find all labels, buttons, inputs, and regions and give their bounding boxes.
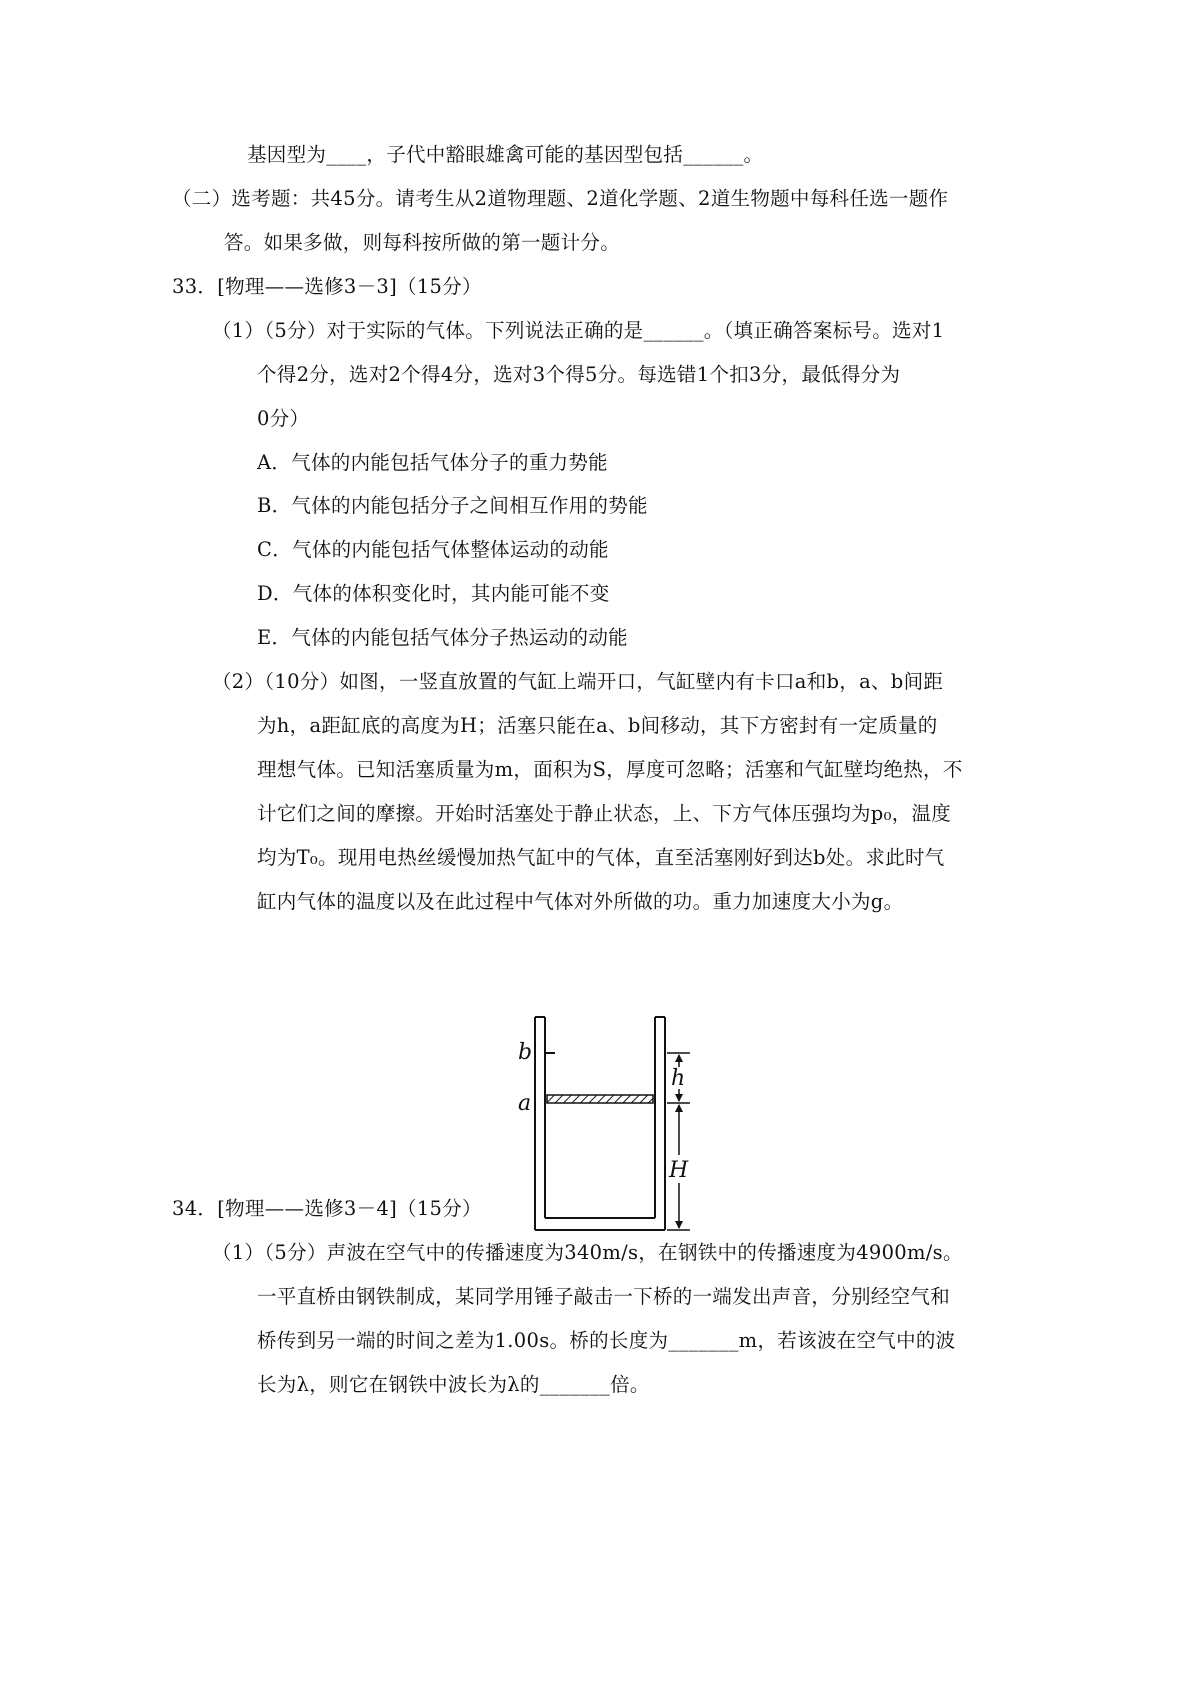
question-34-part1-line1: （1）（5分）声波在空气中的传播速度为340m/s，在钢铁中的传播速度为4900m/s。 xyxy=(212,1241,963,1264)
text-line-1: 基因型为____，子代中豁眼雄禽可能的基因型包括______。 xyxy=(247,143,764,166)
option-e: E．气体的内能包括气体分子热运动的动能 xyxy=(257,626,628,649)
option-a: A．气体的内能包括气体分子的重力势能 xyxy=(257,451,608,474)
question-34-part1-line4: 长为λ，则它在钢铁中波长为λ的_______倍。 xyxy=(257,1373,650,1396)
question-33-part2-line5: 均为T₀。现用电热丝缓慢加热气缸中的气体，直至活塞刚好到达b处。求此时气 xyxy=(257,846,945,869)
question-33-part1-line2: 个得2分，选对2个得4分，选对3个得5分。每选错1个扣3分，最低得分为 xyxy=(257,363,901,386)
question-33-part1-line3: 0分） xyxy=(257,407,310,430)
question-34-part1-line2: 一平直桥由钢铁制成，某同学用锤子敲击一下桥的一端发出声音，分别经空气和 xyxy=(257,1285,951,1308)
text-line-3: 答。如果多做，则每科按所做的第一题计分。 xyxy=(224,231,621,254)
question-33-part2-line1: （2）（10分）如图，一竖直放置的气缸上端开口，气缸壁内有卡口a和b，a、b间距 xyxy=(212,670,944,693)
label-b: b xyxy=(518,1040,533,1065)
piston xyxy=(547,1095,653,1103)
option-c: C．气体的内能包括气体整体运动的动能 xyxy=(257,538,609,561)
question-33-part2-line4: 计它们之间的摩擦。开始时活塞处于静止状态，上、下方气体压强均为p₀，温度 xyxy=(257,802,952,825)
option-d: D．气体的体积变化时，其内能可能不变 xyxy=(257,582,610,605)
question-33-part2-line3: 理想气体。已知活塞质量为m，面积为S，厚度可忽略；活塞和气缸壁均绝热，不 xyxy=(257,758,963,781)
dim-h-arrow-down xyxy=(675,1094,683,1102)
label-H: H xyxy=(669,1158,689,1183)
question-34-heading: 34．[物理——选修3－4]（15分） xyxy=(172,1197,482,1220)
label-h: h xyxy=(671,1066,686,1091)
option-b: B．气体的内能包括分子之间相互作用的势能 xyxy=(257,494,648,517)
cylinder-piston-diagram xyxy=(515,1015,740,1240)
dim-h-arrow-up xyxy=(675,1054,683,1062)
question-34-part1-line3: 桥传到另一端的时间之差为1.00s。桥的长度为_______m，若该波在空气中的波 xyxy=(257,1329,956,1352)
question-33-heading: 33．[物理——选修3－3]（15分） xyxy=(172,275,482,298)
question-33-part2-line6: 缸内气体的温度以及在此过程中气体对外所做的功。重力加速度大小为g。 xyxy=(257,890,904,913)
dim-H-arrow-down xyxy=(675,1221,683,1229)
dim-H-arrow-up xyxy=(675,1104,683,1112)
label-a: a xyxy=(518,1091,532,1116)
question-33-part1-line1: （1）（5分）对于实际的气体。下列说法正确的是______。（填正确答案标号。选对1 xyxy=(212,319,945,342)
section-heading-elective: （二）选考题：共45分。请考生从2道物理题、2道化学题、2道生物题中每科任选一题作 xyxy=(172,187,949,210)
question-33-part2-line2: 为h，a距缸底的高度为H；活塞只能在a、b间移动，其下方密封有一定质量的 xyxy=(257,714,938,737)
